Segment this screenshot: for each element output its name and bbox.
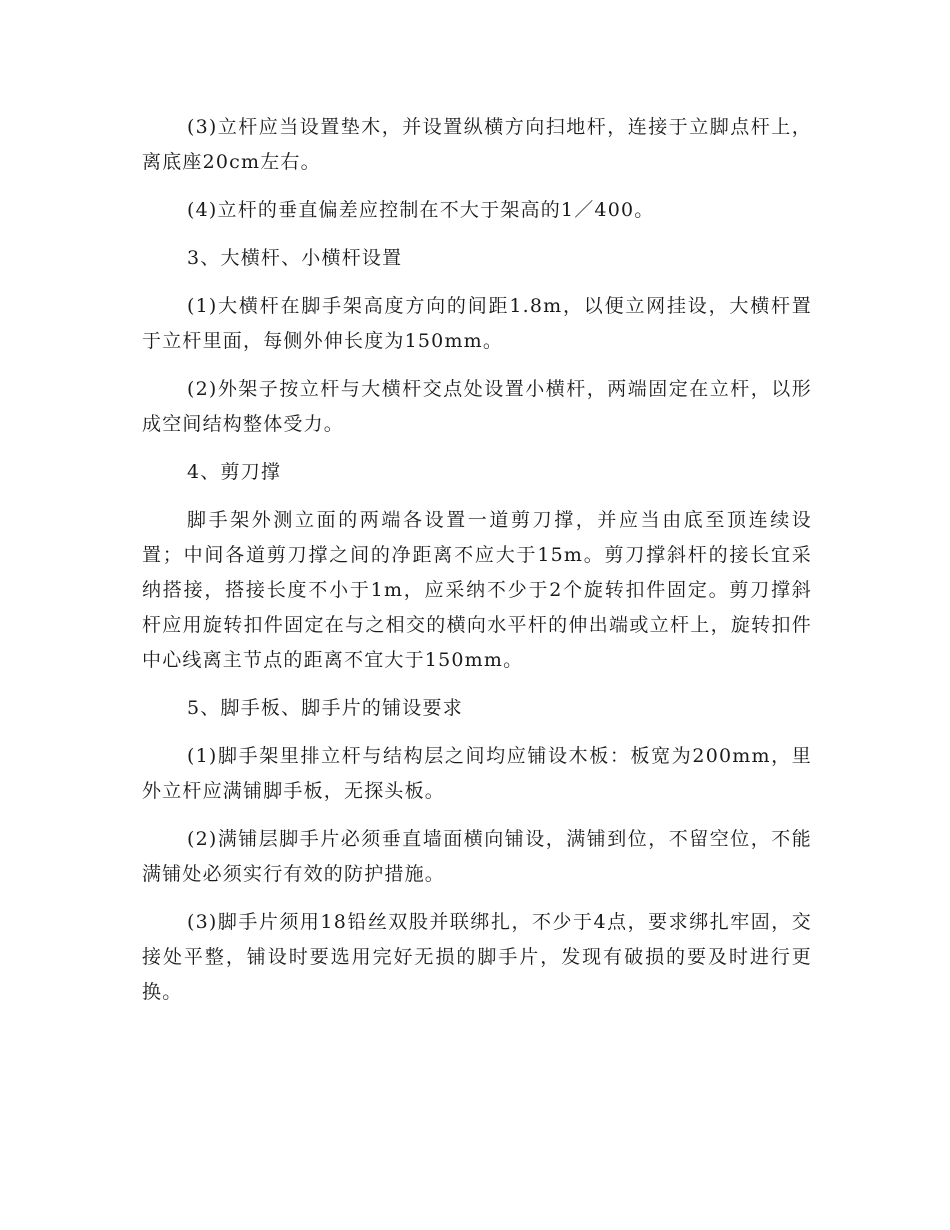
- section-heading-scaffold-boards: 5、脚手板、脚手片的铺设要求: [187, 697, 463, 719]
- section-heading-scissor-brace: 4、剪刀撑: [187, 461, 282, 483]
- document-body: [142, 110, 812, 1023]
- paragraph-pole-sweep-rod: (3)立杆应当设置垫木，并设置纵横方向扫地杆，连接于立脚点杆上，离底座20cm左右。: [142, 116, 812, 173]
- paragraph-full-paving: (2)满铺层脚手片必须垂直墙面横向铺设，满铺到位，不留空位，不能满铺处必须实行有效的防护措施。: [142, 828, 812, 885]
- paragraph-large-bar-spacing: (1)大横杆在脚手架高度方向的间距1.8m，以便立网挂设，大横杆置于立杆里面，每侧外伸长度为150mm。: [142, 295, 812, 352]
- paragraph-vertical-deviation: (4)立杆的垂直偏差应控制在不大于架高的1／400。: [187, 199, 655, 221]
- paragraph-binding-requirements: (3)脚手片须用18铅丝双股并联绑扎，不少于4点，要求绑扎牢固，交接处平整，铺设时要选用完好无损的脚手片，发现有破损的要及时进行更换。: [142, 911, 812, 1003]
- paragraph-scissor-brace-rules: 脚手架外测立面的两端各设置一道剪刀撑，并应当由底至顶连续设置；中间各道剪刀撑之间的净距离不应大于15m。剪刀撑斜杆的接长宜采纳搭接，搭接长度不小于1m，应采纳不少于2个旋转扣件固定。剪刀撑斜杆应用旋转扣件固定在与之相交的横向水平杆的伸出端或立杆上，旋转扣件中心线离主节点的距离不宜大于150mm。: [142, 509, 812, 671]
- paragraph-small-bar-placement: (2)外架子按立杆与大横杆交点处设置小横杆，两端固定在立杆，以形成空间结构整体受力。: [142, 378, 812, 435]
- section-heading-horizontal-bars: 3、大横杆、小横杆设置: [187, 247, 403, 269]
- paragraph-board-laying: (1)脚手架里排立杆与结构层之间均应铺设木板：板宽为200mm，里外立杆应满铺脚手板，无探头板。: [142, 745, 812, 802]
